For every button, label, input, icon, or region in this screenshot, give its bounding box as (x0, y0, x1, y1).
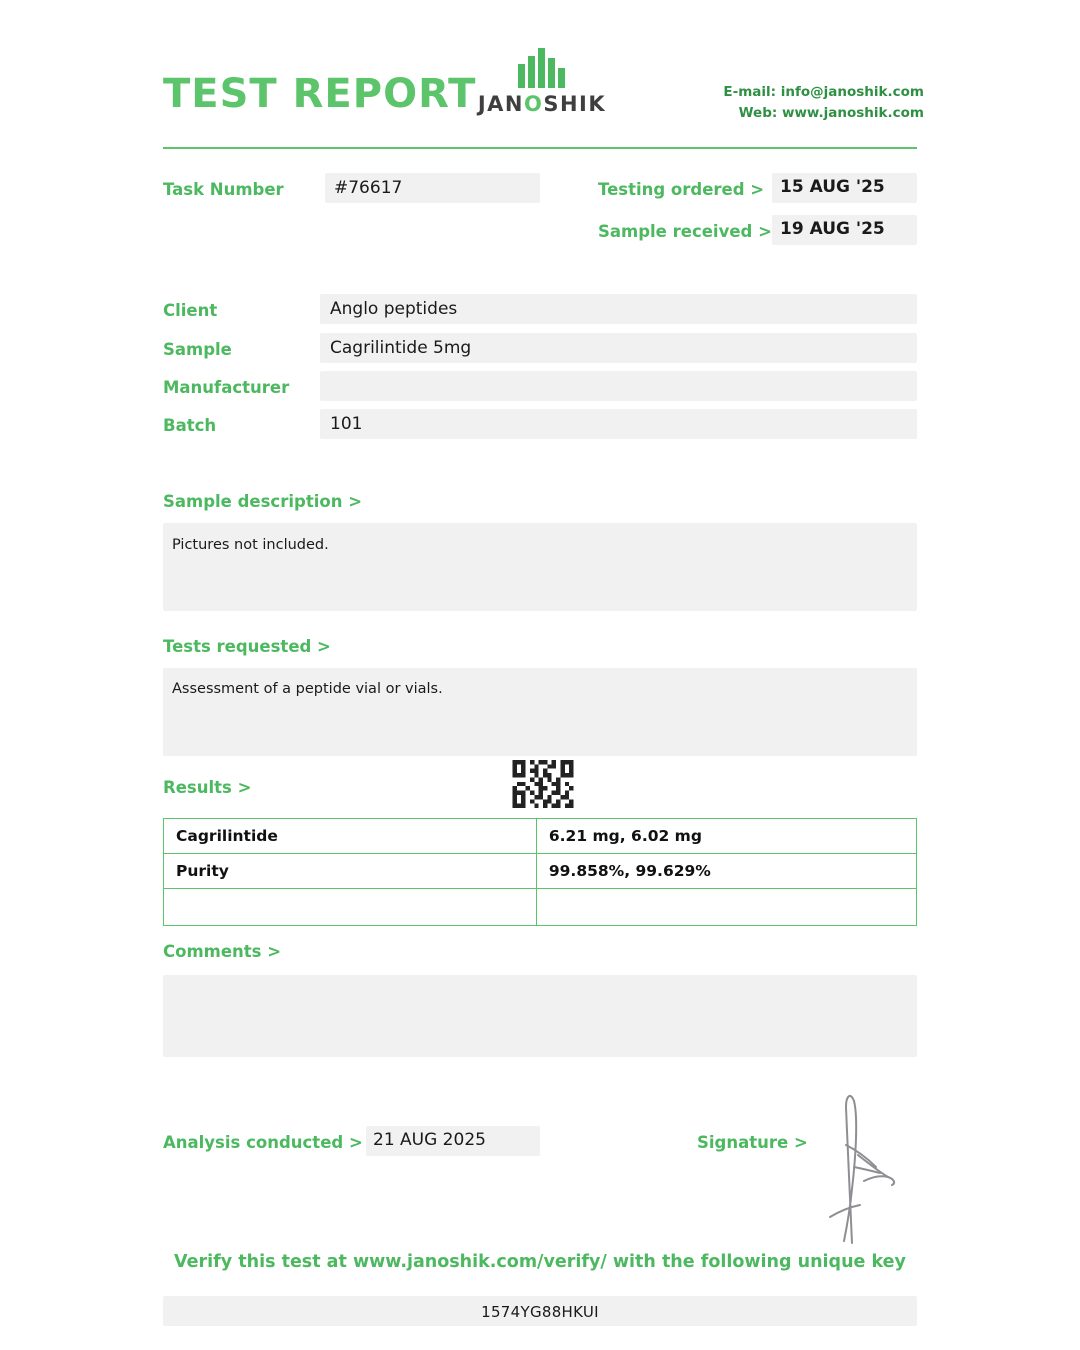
result-value: 6.21 mg, 6.02 mg (536, 819, 916, 854)
sample-description-label: Sample description > (163, 492, 363, 511)
batch-value: 101 (330, 414, 363, 434)
bar-chart-mark-icon (516, 48, 570, 88)
sample-value: Cagrilintide 5mg (330, 338, 472, 358)
contact-web: Web: www.janoshik.com (738, 104, 924, 121)
client-value: Anglo peptides (330, 299, 458, 319)
table-row (164, 889, 917, 926)
results-label: Results > (163, 778, 252, 797)
sample-received-label: Sample received > (598, 222, 772, 241)
task-number-value: #76617 (334, 178, 403, 198)
result-name: Purity (164, 854, 537, 889)
report-header (0, 0, 1080, 150)
result-name (164, 889, 537, 926)
logo-text-part1: JAN (477, 92, 524, 116)
sample-description-text: Pictures not included. (172, 537, 329, 553)
batch-label: Batch (163, 416, 217, 435)
contact-email: E-mail: info@janoshik.com (723, 84, 924, 100)
logo-text-part2: O (524, 92, 544, 116)
comments-box (163, 975, 917, 1057)
results-table (163, 818, 917, 926)
sample-label: Sample (163, 340, 232, 359)
testing-ordered-label: Testing ordered > (598, 180, 765, 199)
testing-ordered-value: 15 AUG '25 (780, 177, 885, 197)
manufacturer-label: Manufacturer (163, 378, 290, 397)
header-divider (163, 147, 917, 149)
signature-mark (810, 1085, 920, 1245)
analysis-conducted-label: Analysis conducted > (163, 1133, 363, 1152)
result-name: Cagrilintide (164, 819, 537, 854)
logo-wordmark (472, 92, 612, 116)
tests-requested-text: Assessment of a peptide vial or vials. (172, 681, 443, 697)
janoshik-logo (472, 48, 612, 123)
result-value (536, 889, 916, 926)
manufacturer-field (320, 371, 917, 401)
verify-text: Verify this test at www.janoshik.com/verify/ with the following unique key (174, 1252, 906, 1272)
qr-code (512, 760, 574, 808)
contact-info (723, 82, 924, 124)
sample-received-value: 19 AUG '25 (780, 219, 885, 239)
signature-label: Signature > (697, 1133, 808, 1152)
task-number-label: Task Number (163, 180, 284, 199)
unique-key-value: 1574YG88HKUI (481, 1303, 599, 1321)
client-label: Client (163, 301, 218, 320)
table-row (164, 819, 917, 854)
batch-field (320, 409, 917, 439)
page-title: TEST REPORT (163, 71, 477, 117)
analysis-conducted-value: 21 AUG 2025 (373, 1130, 486, 1150)
tests-requested-label: Tests requested > (163, 637, 331, 656)
comments-label: Comments > (163, 942, 282, 961)
logo-text-part3: SHIK (543, 92, 607, 116)
result-value: 99.858%, 99.629% (536, 854, 916, 889)
table-row (164, 854, 917, 889)
